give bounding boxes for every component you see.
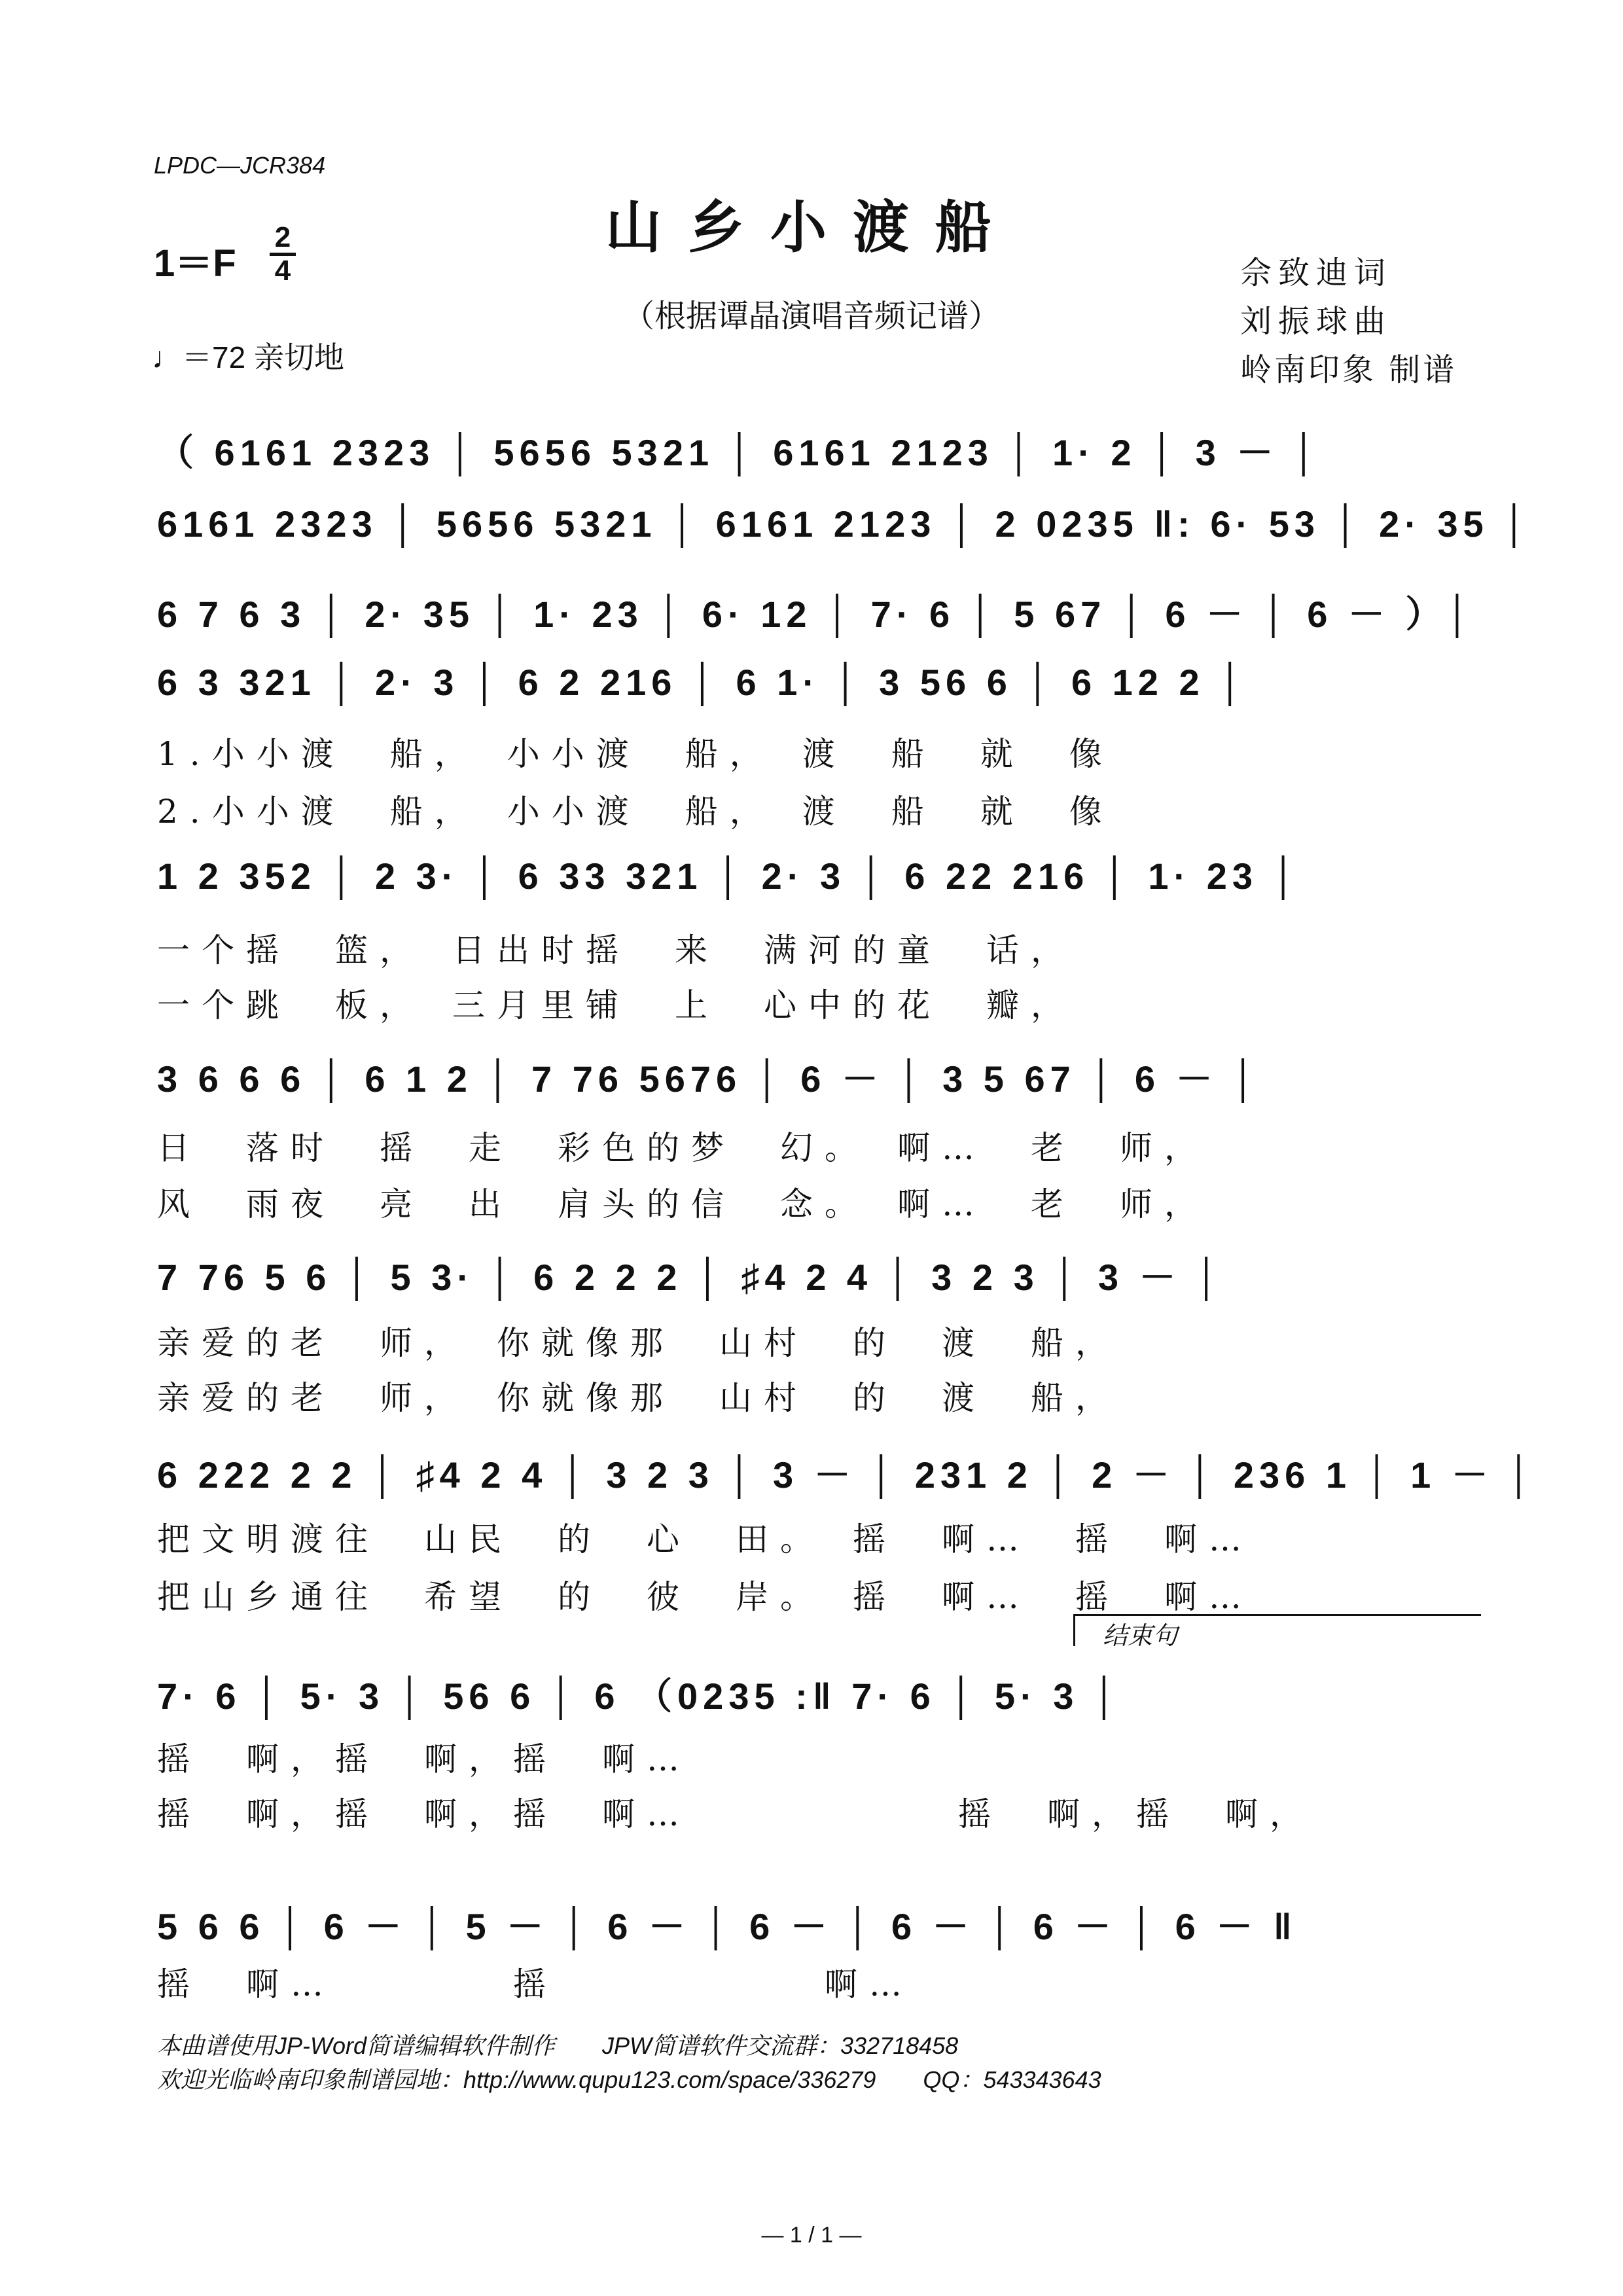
score-row-6: 3 6 6 6 │ 6 1 2 │ 7 76 5676 │ 6 － │ 3 5 67 │ 6 － │ xyxy=(157,1058,1262,1100)
time-signature xyxy=(270,221,296,287)
meter-top: 2 xyxy=(274,221,291,253)
key-signature: 1＝F xyxy=(154,242,236,285)
lyric-row-9-verse-2: 摇 啊，摇 啊，摇 啊… 摇 啊，摇 啊， xyxy=(157,1795,1314,1833)
lyric-row-4-verse-1: 1.小小渡 船， 小小渡 船， 渡 船 就 像 xyxy=(157,735,1114,773)
lyric-row-5-verse-2: 一个跳 板， 三月里铺 上 心中的花 瓣， xyxy=(157,986,1075,1024)
score-row-5: 1 2 352 │ 2 3· │ 6 33 321 │ 2· 3 │ 6 22 216 │ 1· 23 │ xyxy=(157,855,1302,897)
arranger: 岭南印象 制谱 xyxy=(1240,351,1457,388)
lyric-row-8-verse-1: 把文明渡往 山民 的 心 田。 摇 啊… 摇 啊… xyxy=(157,1520,1253,1558)
score-row-2: 6161 2323 │ 5656 5321 │ 6161 2123 │ 2 0235 ‖: 6· 53 │ 2· 35 │ xyxy=(157,503,1533,545)
meter-bottom: 4 xyxy=(274,255,291,287)
score-row-1: （ 6161 2323 │ 5656 5321 │ 6161 2123 │ 1· 2 │ 3 － │ xyxy=(157,432,1322,473)
page-number: — 1 / 1 — xyxy=(761,2223,862,2248)
lyricist: 佘致迪词 xyxy=(1240,255,1393,291)
lyric-row-9-verse-1: 摇 啊，摇 啊，摇 啊… xyxy=(157,1740,691,1778)
footer-website-note: 欢迎光临岭南印象制谱园地：http://www.qupu123.com/space/336279 QQ：543343643 xyxy=(157,2066,1101,2093)
lyric-row-6-verse-2: 风 雨夜 亮 出 肩头的信 念。 啊… 老 师， xyxy=(157,1185,1209,1223)
lyric-row-7-verse-2: 亲爱的老 师， 你就像那 山村 的 渡 船， xyxy=(157,1379,1120,1417)
song-title: 山乡小渡船 xyxy=(605,194,1018,260)
score-row-3: 6 7 6 3 │ 2· 35 │ 1· 23 │ 6· 12 │ 7· 6 │ 5 67 │ 6 － │ 6 － ）│ xyxy=(157,594,1476,635)
subtitle: （根据谭晶演唱音频记谱） xyxy=(622,298,1000,334)
tempo-marking: ♩＝72 亲切地 xyxy=(152,340,344,374)
lyric-row-6-verse-1: 日 落时 摇 走 彩色的梦 幻。 啊… 老 师， xyxy=(157,1129,1209,1167)
score-row-9: 7· 6 │ 5· 3 │ 56 6 │ 6 （0235 :‖ 7· 6 │ 5· 3 │ xyxy=(157,1676,1122,1717)
score-code: LPDC—JCR384 xyxy=(154,152,326,179)
score-row-4: 6 3 321 │ 2· 3 │ 6 2 216 │ 6 1· │ 3 56 6 │ 6 12 2 │ xyxy=(157,662,1249,703)
score-row-10: 5 6 6 │ 6 － │ 5 － │ 6 － │ 6 － │ 6 － │ 6 － │ 6 － ‖ xyxy=(157,1906,1297,1947)
score-row-8: 6 222 2 2 │ ♯4 2 4 │ 3 2 3 │ 3 － │ 231 2 │ 2 － │ 236 1 │ 1 － │ xyxy=(157,1454,1537,1496)
lyric-row-8-verse-2: 把山乡通往 希望 的 彼 岸。 摇 啊… 摇 啊… xyxy=(157,1578,1253,1616)
lyric-row-7-verse-1: 亲爱的老 师， 你就像那 山村 的 渡 船， xyxy=(157,1324,1120,1362)
score-row-7: 7 76 5 6 │ 5 3· │ 6 2 2 2 │ ♯4 2 4 │ 3 2 3 │ 3 － │ xyxy=(157,1257,1225,1298)
ending-label: 结束句 xyxy=(1103,1621,1178,1650)
lyric-row-5-verse-1: 一个摇 篮， 日出时摇 来 满河的童 话， xyxy=(157,931,1075,969)
footer-software-note: 本曲谱使用JP-Word简谱编辑软件制作 JPW简谱软件交流群：332718458 xyxy=(157,2032,959,2059)
lyric-row-10: 摇 啊… 摇 啊… xyxy=(157,1965,914,2003)
lyric-row-4-verse-2: 2.小小渡 船， 小小渡 船， 渡 船 就 像 xyxy=(157,793,1114,831)
composer: 刘振球曲 xyxy=(1240,303,1393,340)
